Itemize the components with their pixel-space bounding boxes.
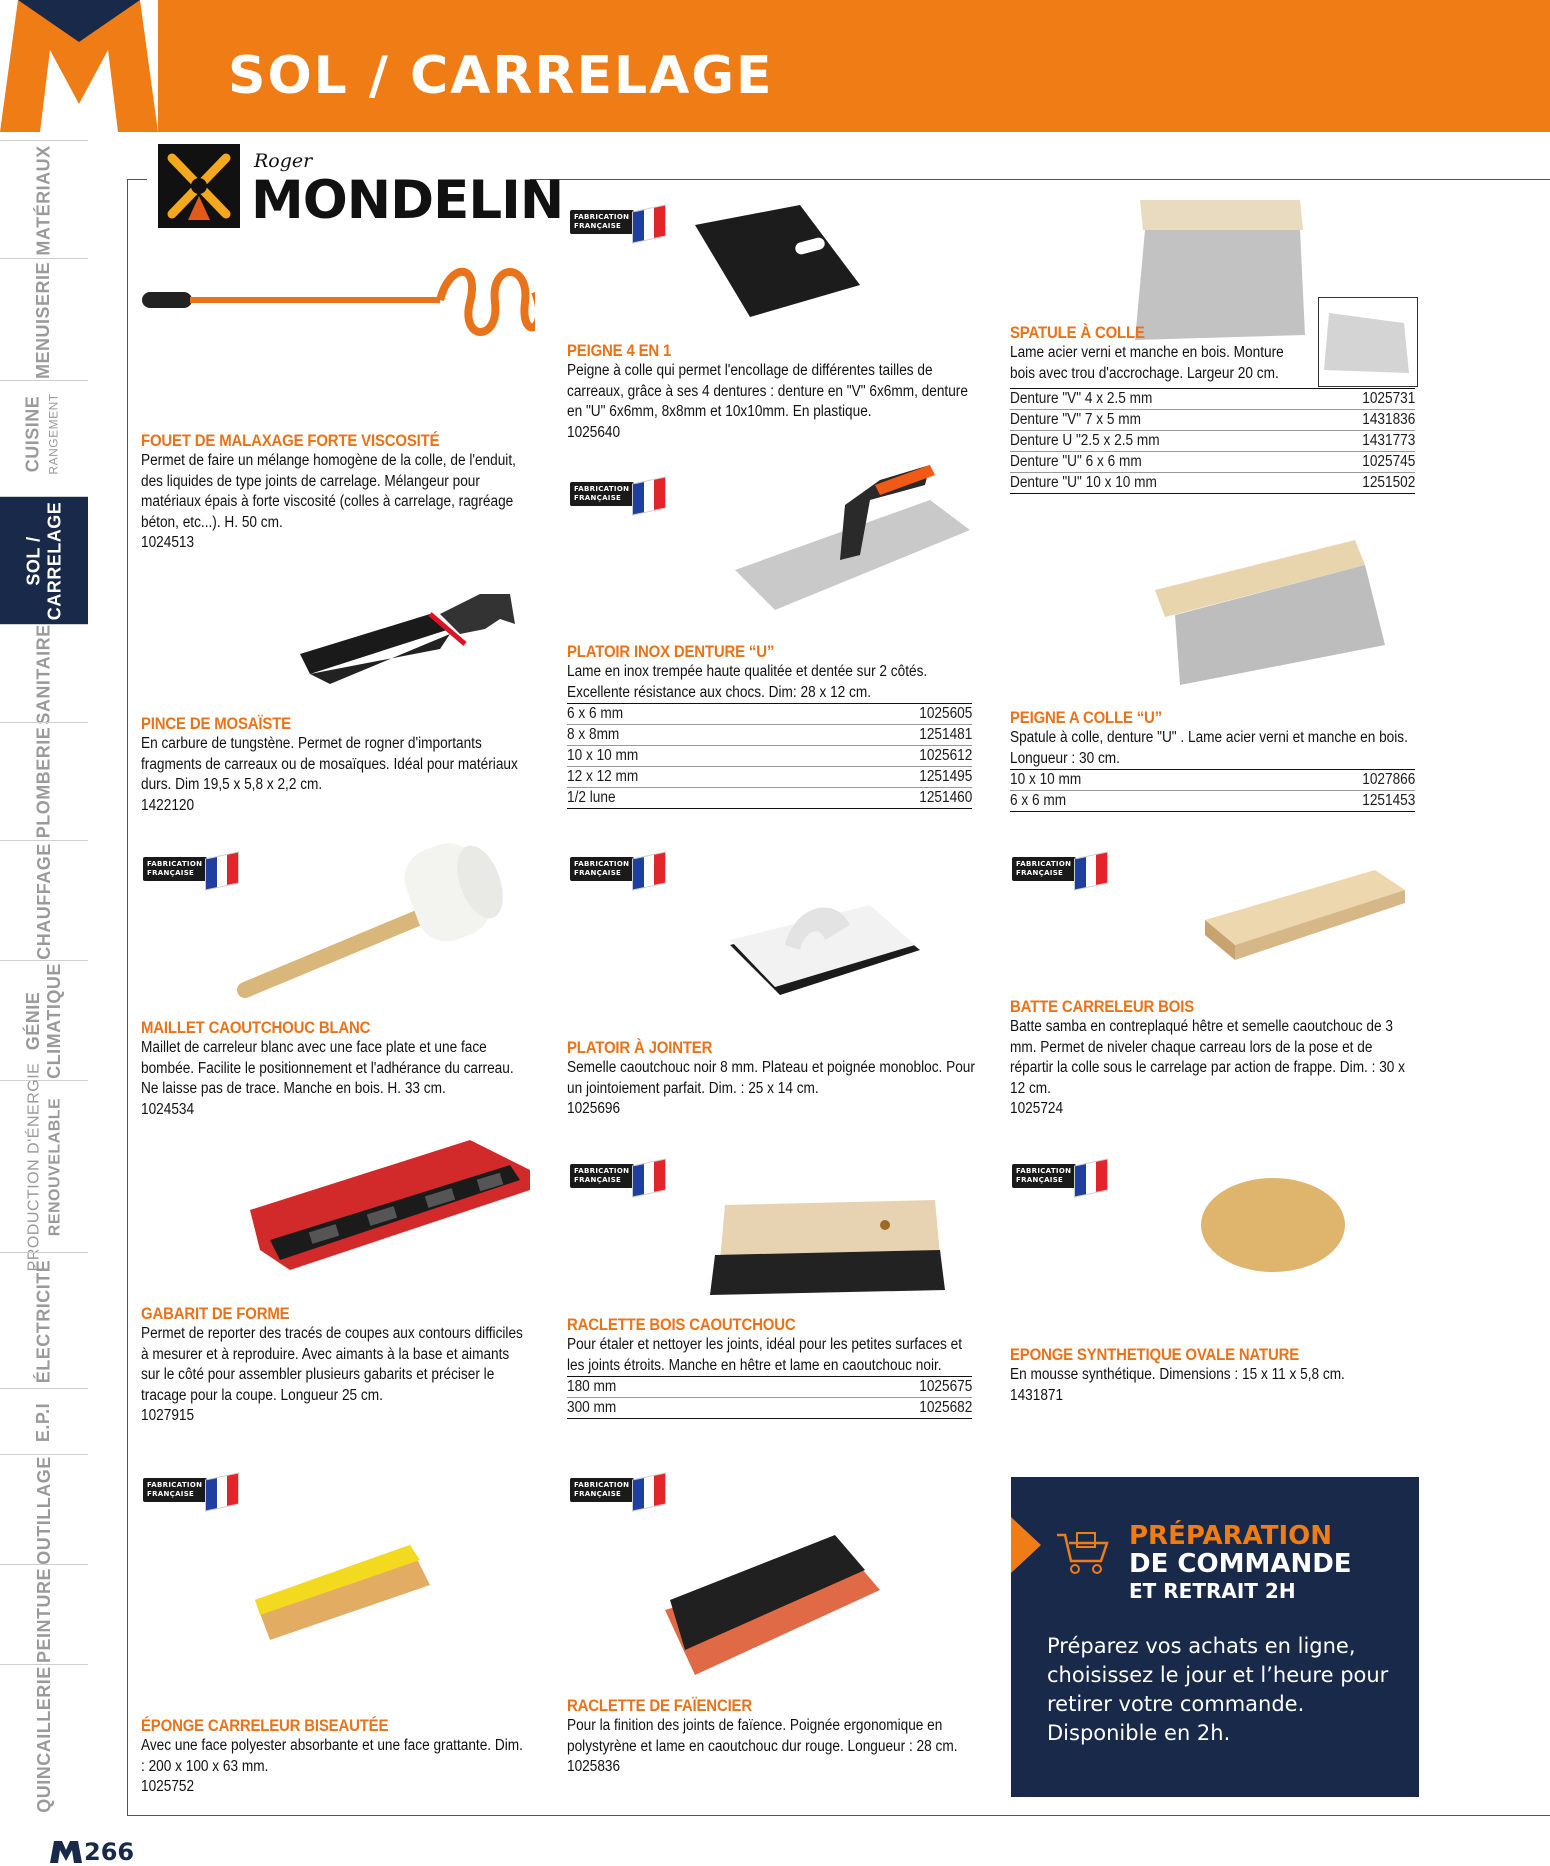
tab-plomberie[interactable] [0, 722, 88, 841]
table-row [1010, 452, 1415, 473]
brand-roger: Roger [254, 150, 313, 172]
cell-text: Denture U "2.5 x 2.5 mm [1010, 432, 1160, 449]
badge-text: FRANÇAISE [147, 1490, 195, 1498]
tab-label: PRODUCTION D'ÉNERGIE [25, 1062, 42, 1272]
product-description: Permet de reporter des tracés de coupes aux contours difficiles à mesurer et à reproduire. Avec aimants à la base et aimants sur le côté pour assembler plusieurs gabarits et préciser le tracage pour la coupe. Longueur 25 cm. [141, 1325, 523, 1404]
ref-cell [799, 788, 972, 809]
badge-text: FABRICATION [574, 213, 630, 221]
notched-trowel-image [730, 460, 970, 630]
size-cell [1010, 770, 1242, 791]
table-row [1010, 791, 1415, 812]
mondelin-logo-icon [158, 144, 240, 228]
ref-cell [1242, 791, 1415, 812]
product-maillet [141, 1017, 525, 1120]
product-reference: 1025640 [567, 423, 621, 441]
product-reference: 1025696 [567, 1100, 621, 1117]
fabrication-francaise-badge [143, 1476, 239, 1506]
product-title: FOUET DE MALAXAGE FORTE VISCOSITÉ [141, 431, 440, 450]
product-title: SPATULE À COLLE [1010, 323, 1145, 342]
table-row [567, 746, 972, 767]
product-description: Maillet de carreleur blanc avec une face plate et une face bombée. Facilite le positionnement et l'adhérance du carreau. Ne laisse pas de trace. Manche en bois. H. 33 cm. [141, 1039, 514, 1097]
tab-label: CARRELAGE [44, 501, 65, 621]
badge-text: FABRICATION [574, 860, 630, 868]
promo-title: DE COMMANDE [1129, 1549, 1352, 1579]
product-raclette-faiencier [567, 1695, 977, 1778]
cell-text: 1027866 [1361, 771, 1415, 788]
cell-text: 1025675 [918, 1378, 972, 1395]
shopping-cart-icon [1055, 1529, 1113, 1579]
product-description: Pour étaler et nettoyer les joints, idéal pour les petites surfaces et les joints étroits. Manche en hêtre et lame en caoutchouc noir. [567, 1336, 963, 1374]
rubber-mallet-image [235, 830, 535, 1000]
ref-cell [799, 704, 972, 725]
product-description: Pour la finition des joints de faïence. Poignée ergonomique en polystyrène et lame en caoutchouc dur rouge. Longueur : 28 cm. [567, 1717, 958, 1755]
product-raclette-bois [567, 1314, 972, 1419]
cell-text: 180 mm [567, 1378, 617, 1395]
frame-line [127, 179, 128, 1815]
product-reference: 1027915 [141, 1407, 195, 1424]
oval-sponge-image [1198, 1175, 1348, 1275]
product-title: PLATOIR INOX DENTURE “U” [567, 642, 775, 661]
page-header [0, 0, 1550, 132]
product-description: Permet de faire un mélange homogène de la colle, de l'enduit, des liquides de type joints de carrelage. Mélangeur pour matériaux épais à forte viscosité (colles à carrelage, ragréage béton, etc...). H. 50 cm. [141, 452, 516, 531]
tab-sanitaire[interactable] [0, 624, 88, 723]
tab-label: CUISINE [22, 395, 43, 473]
cell-text: Denture "U" 10 x 10 mm [1010, 474, 1157, 491]
tab-label: E.P.I [33, 1402, 54, 1442]
product-reference: 1024513 [141, 534, 195, 551]
ref-cell [799, 725, 972, 746]
tab-label: SANITAIRE [33, 623, 54, 725]
product-title: MAILLET CAOUTCHOUC BLANC [141, 1018, 371, 1037]
product-description: En carbure de tungstène. Permet de rogner d'importants fragments de carreaux ou de mosaïques. Idéal pour matériaux durs. Dim 19,5 x 5,8 x 2,2 cm. [141, 735, 518, 793]
badge-text: FRANÇAISE [1016, 1176, 1064, 1184]
product-description: Semelle caoutchouc noir 8 mm. Plateau et poignée monobloc. Pour un jointoiement parfait. Dim. : 25 x 14 cm. [567, 1059, 975, 1097]
size-cell [567, 1377, 762, 1398]
french-flag-icon [632, 1158, 666, 1197]
reference-table [567, 703, 972, 809]
table-row [1010, 770, 1415, 791]
cell-text: 1431773 [1361, 432, 1415, 449]
table-row [567, 1377, 972, 1398]
cell-text: 1025682 [918, 1399, 972, 1416]
frame-line [530, 179, 1550, 180]
tab-menuiserie[interactable] [0, 258, 88, 381]
badge-text: FABRICATION [147, 860, 203, 868]
tab-peinture[interactable] [0, 1564, 88, 1665]
tab-epi[interactable] [0, 1388, 88, 1455]
product-reference: 1025836 [567, 1758, 621, 1775]
size-cell [1010, 473, 1309, 494]
product-title: RACLETTE DE FAÏENCIER [567, 1696, 752, 1715]
fabrication-francaise-badge [570, 855, 666, 885]
table-row [567, 1398, 972, 1419]
ref-cell [762, 1377, 972, 1398]
cell-text: Denture "V" 4 x 2.5 mm [1010, 390, 1153, 407]
table-row [1010, 431, 1415, 452]
tab-label: PLOMBERIE [33, 726, 54, 838]
cell-text: 1025731 [1361, 390, 1415, 407]
product-platoir-u [567, 641, 972, 809]
ref-cell [1309, 389, 1415, 410]
product-platoir-jointer [567, 1037, 977, 1120]
cell-text: Denture "V" 7 x 5 mm [1010, 411, 1141, 428]
fabrication-francaise-badge [570, 480, 666, 510]
product-title: PEIGNE 4 EN 1 [567, 341, 672, 360]
tab-label: ÉLECTRICITÉ [33, 1259, 54, 1383]
wooden-beater-image [1200, 865, 1410, 965]
frame-line [127, 179, 147, 180]
cell-text: 300 mm [567, 1399, 617, 1416]
product-spatule [1010, 322, 1415, 494]
tab-cuisine[interactable] [0, 380, 88, 487]
product-description: Lame acier verni et manche en bois. Monture bois avec trou d'accrochage. Largeur 20 cm. [1010, 344, 1284, 382]
cell-text: 6 x 6 mm [1010, 792, 1067, 809]
table-row [1010, 473, 1415, 494]
tab-label: OUTILLAGE [33, 1455, 54, 1565]
tab-label: CLIMATIQUE [44, 963, 64, 1079]
tab-production-energie[interactable] [0, 1062, 88, 1272]
click-collect-promo[interactable] [1011, 1477, 1419, 1797]
page-title: SOL / CARRELAGE [228, 46, 774, 106]
page-number: 266 [84, 1838, 135, 1866]
ref-cell [1309, 410, 1415, 431]
fabrication-francaise-badge [570, 1476, 666, 1506]
tab-sol-carrelage[interactable] [0, 496, 88, 625]
product-eponge-ovale [1010, 1344, 1415, 1406]
tab-label: SOL / [23, 536, 44, 586]
contour-gauge-image [250, 1130, 540, 1290]
fabrication-francaise-badge [1012, 855, 1108, 885]
french-flag-icon [632, 204, 666, 243]
cell-text: 1251502 [1361, 474, 1415, 491]
table-row [567, 704, 972, 725]
tab-label: PEINTURE [33, 1567, 54, 1663]
brand-logo [0, 0, 158, 132]
tab-label: MENUISERIE [33, 261, 54, 379]
product-title: RACLETTE BOIS CAOUTCHOUC [567, 1315, 796, 1334]
fabrication-francaise-badge [143, 855, 239, 885]
page-footer [50, 1838, 134, 1866]
cell-text: 6 x 6 mm [567, 705, 624, 722]
french-flag-icon [205, 851, 239, 890]
tab-materiaux[interactable] [0, 140, 88, 259]
tab-quincaillerie[interactable] [0, 1664, 88, 1813]
table-row [567, 767, 972, 788]
cell-text: 1251453 [1361, 792, 1415, 809]
badge-text: FRANÇAISE [1016, 869, 1064, 877]
cell-text: 1/2 lune [567, 789, 616, 806]
mondelin-brand [158, 144, 564, 236]
size-cell [1010, 410, 1309, 431]
tab-sublabel: RANGEMENT [46, 393, 61, 475]
size-cell [1010, 389, 1309, 410]
french-flag-icon [632, 476, 666, 515]
fabrication-francaise-badge [570, 208, 666, 238]
reference-table [567, 1376, 972, 1419]
promo-subtitle: ET RETRAIT 2H [1129, 1579, 1296, 1603]
product-peigne-u [1010, 707, 1415, 812]
badge-text: FABRICATION [1016, 860, 1072, 868]
product-title: GABARIT DE FORME [141, 1304, 290, 1323]
pliers-image [290, 574, 530, 694]
frame-line [127, 1815, 1550, 1816]
cell-text: 1431836 [1361, 411, 1415, 428]
product-fouet [141, 430, 525, 554]
cell-text: 8 x 8mm [567, 726, 620, 743]
tab-label: MATÉRIAUX [33, 144, 54, 256]
category-sidebar [0, 132, 88, 1812]
size-cell [1010, 431, 1309, 452]
table-row [567, 788, 972, 809]
french-flag-icon [1074, 851, 1108, 890]
product-reference: 1431871 [1010, 1386, 1064, 1404]
product-peigne-4en1 [567, 340, 977, 443]
tab-outillage[interactable] [0, 1454, 88, 1565]
size-cell [567, 788, 799, 809]
badge-text: FRANÇAISE [147, 869, 195, 877]
tab-chauffage[interactable] [0, 840, 88, 961]
table-row [1010, 410, 1415, 431]
tab-label: CHAUFFAGE [33, 842, 54, 960]
brand-name: MONDELIN [251, 170, 564, 231]
product-reference: 1025752 [141, 1778, 195, 1795]
badge-text: FABRICATION [574, 1481, 630, 1489]
bevelled-sponge-image [250, 1540, 435, 1645]
cell-text: 1251460 [918, 789, 972, 806]
badge-text: FRANÇAISE [574, 222, 622, 230]
cell-text: 12 x 12 mm [567, 768, 639, 785]
badge-text: FABRICATION [574, 485, 630, 493]
product-description: Peigne à colle qui permet l'encollage de différentes tailles de carreaux, grâce à ses 4 dentures : denture en "V" 6x6mm, denture en "U" 6x6mm, 8x8mm et 10x10mm. En plastique. [567, 362, 968, 420]
brand-mini-logo [50, 1841, 82, 1863]
ref-cell [762, 1398, 972, 1419]
ref-cell [799, 767, 972, 788]
tab-label: RENOUVELABLE [46, 1097, 63, 1237]
faiencier-squeegee-image [655, 1530, 885, 1680]
grout-float-image [725, 895, 920, 1005]
ref-cell [1242, 770, 1415, 791]
reference-table [1010, 769, 1415, 812]
ref-cell [1309, 431, 1415, 452]
french-flag-icon [632, 851, 666, 890]
cell-text: 1251495 [918, 768, 972, 785]
badge-text: FABRICATION [574, 1167, 630, 1175]
product-title: PINCE DE MOSAÏSTE [141, 714, 291, 733]
cell-text: Denture "U" 6 x 6 mm [1010, 453, 1142, 470]
promo-title: PRÉPARATION [1129, 1521, 1333, 1551]
cell-text: 1251481 [918, 726, 972, 743]
product-pince [141, 713, 525, 816]
badge-text: FABRICATION [147, 1481, 203, 1489]
whisk-mixer-image [140, 262, 535, 342]
size-cell [567, 1398, 762, 1419]
badge-text: FRANÇAISE [574, 1176, 622, 1184]
comb-4in1-image [690, 205, 865, 320]
table-row [567, 725, 972, 746]
cell-text: 1025745 [1361, 453, 1415, 470]
fabrication-francaise-badge [1012, 1162, 1108, 1192]
tab-label: QUINCAILLERIE [33, 1665, 54, 1813]
cell-text: 10 x 10 mm [567, 747, 639, 764]
size-cell [1010, 452, 1309, 473]
ref-cell [1309, 473, 1415, 494]
table-row [1010, 389, 1415, 410]
product-description: En mousse synthétique. Dimensions : 15 x 11 x 5,8 cm. [1010, 1366, 1345, 1383]
french-flag-icon [632, 1472, 666, 1511]
fabrication-francaise-badge [570, 1162, 666, 1192]
product-batte [1010, 996, 1415, 1120]
product-reference: 1025724 [1010, 1100, 1064, 1117]
product-description: Batte samba en contreplaqué hêtre et semelle caoutchouc de 3 mm. Permet de niveler chaque carreau lors de la pose et de répartir la colle sous le carrelage par action de frappe. Dim. : 30 x 12 cm. [1010, 1018, 1405, 1097]
product-title: EPONGE SYNTHETIQUE OVALE NATURE [1010, 1345, 1300, 1364]
size-cell [567, 746, 799, 767]
product-description: Lame en inox trempée haute qualitée et dentée sur 2 côtés. Excellente résistance aux chocs. Dim: 28 x 12 cm. [567, 663, 928, 701]
product-eponge-biseautee [141, 1715, 525, 1798]
ref-cell [799, 746, 972, 767]
badge-text: FRANÇAISE [574, 494, 622, 502]
cell-text: 1025605 [918, 705, 972, 722]
product-reference: 1422120 [141, 796, 195, 814]
product-title: PEIGNE A COLLE “U” [1010, 708, 1162, 727]
wood-squeegee-image [710, 1200, 945, 1295]
arrow-icon [1011, 1517, 1041, 1573]
badge-text: FABRICATION [1016, 1167, 1072, 1175]
product-title: BATTE CARRELEUR BOIS [1010, 997, 1195, 1016]
reference-table [1010, 388, 1415, 494]
size-cell [567, 767, 799, 788]
glue-comb-u-image [1155, 535, 1385, 690]
cell-text: 10 x 10 mm [1010, 771, 1082, 788]
promo-text: Préparez vos achats en ligne, choisissez le jour et l’heure pour retirer votre commande. Disponible en 2h. [1047, 1634, 1389, 1745]
product-description: Spatule à colle, denture "U" . Lame acier verni et manche en bois. Longueur : 30 cm. [1010, 729, 1408, 767]
size-cell [1010, 791, 1242, 812]
french-flag-icon [1074, 1158, 1108, 1197]
tab-label: GÉNIE [23, 991, 43, 1051]
product-title: PLATOIR À JOINTER [567, 1038, 713, 1057]
product-title: ÉPONGE CARRELEUR BISEAUTÉE [141, 1716, 389, 1735]
product-description: Avec une face polyester absorbante et une face grattante. Dim. : 200 x 100 x 63 mm. [141, 1737, 523, 1775]
cell-text: 1025612 [918, 747, 972, 764]
badge-text: FRANÇAISE [574, 1490, 622, 1498]
size-cell [567, 704, 799, 725]
tab-electricite[interactable] [0, 1252, 88, 1389]
size-cell [567, 725, 799, 746]
ref-cell [1309, 452, 1415, 473]
product-gabarit [141, 1303, 525, 1427]
product-reference: 1024534 [141, 1100, 195, 1118]
french-flag-icon [205, 1472, 239, 1511]
badge-text: FRANÇAISE [574, 869, 622, 877]
